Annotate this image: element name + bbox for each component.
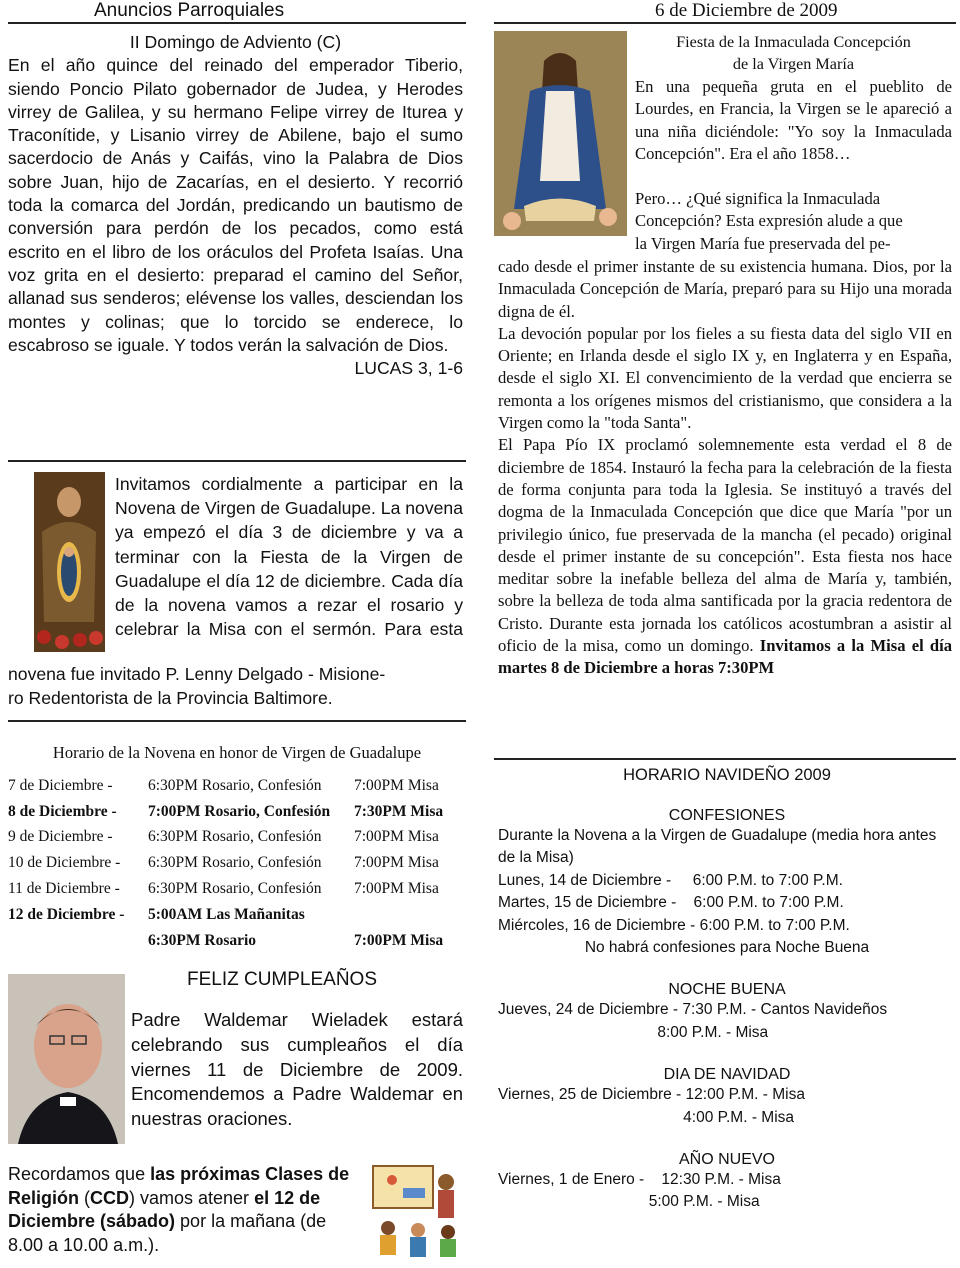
inmaculada-body-wide: [498, 256, 952, 680]
noche-buena-line-1: Jueves, 24 de Diciembre - 7:30 P.M. - Cantos Navideños: [498, 1001, 888, 1019]
novena-tail-2: ro Redentorista de la Provincia Baltimore.: [8, 688, 333, 709]
novena-text-bottom: [8, 662, 463, 710]
navideno-title: HORARIO NAVIDEÑO 2009: [623, 766, 831, 784]
schedule-title: Horario de la Novena en honor de Virgen de Guadalupe: [52, 743, 422, 762]
confesiones-title: CONFESIONES: [668, 807, 786, 824]
schedule-row: [8, 850, 466, 876]
priest-photo: [8, 974, 125, 1144]
novena-intro: Invitamos cordialmente a participar en la: [115, 474, 463, 494]
confesiones-note: No habrá confesiones para Noche Buena: [584, 939, 870, 957]
header-rule-right: [494, 22, 956, 24]
schedule-row: [8, 876, 466, 902]
divider-schedule: [8, 720, 466, 722]
novena-text-top: [115, 472, 463, 642]
schedule-row: [8, 825, 466, 851]
religion-mid-2: ) vamos atener: [129, 1187, 255, 1208]
schedule-mass: 7:00PM Misa: [354, 828, 439, 846]
schedule-activity: 6:30PM Rosario, Confesión: [148, 854, 322, 872]
birthday-title: FELIZ CUMPLEAÑOS: [186, 969, 378, 990]
inmaculada-p4-wrap: [498, 434, 952, 679]
navidad-line-1: Viernes, 25 de Diciembre - 12:00 P.M. - Misa: [498, 1086, 805, 1104]
confesiones-intro: Durante la Novena a la Virgen de Guadalupe (media hora antes de la Misa): [498, 827, 937, 867]
schedule-mass: 7:00PM Misa: [354, 880, 439, 898]
inmaculada-p2-line2: Concepción? Esta expresión alude a que: [635, 211, 903, 231]
novena-body: . La novena ya empezó el día 3 de diciembre y va a terminar con la Fiesta de la Virgen de Guadalupe el día 12 de diciembre. Cada día de la novena vamos a rezar el rosario y celebrar la Misa con el sermón. Para esta: [115, 498, 463, 640]
header-rule-left: [8, 22, 466, 24]
noche-buena-line-2: 8:00 P.M. - Misa: [498, 1023, 769, 1041]
horario-navideno: [498, 766, 956, 1214]
schedule-mass: 7:00PM Misa: [354, 931, 444, 949]
schedule-row: [8, 799, 466, 825]
advent-title: II Domingo de Adviento (C): [129, 32, 342, 52]
schedule-activity: 7:00PM Rosario, Confesión: [148, 802, 331, 820]
ano-nuevo-line-1: Viernes, 1 de Enero - 12:30 P.M. - Misa: [498, 1171, 781, 1189]
confesiones-line-2: Martes, 15 de Diciembre - 6:00 P.M. to 7:00 P.M.: [498, 894, 844, 912]
schedule-date: 9 de Diciembre -: [8, 828, 113, 846]
noche-buena-title: NOCHE BUENA: [668, 981, 786, 999]
novena-name: Novena de Virgen de Guadalupe: [115, 498, 372, 519]
virgen-guadalupe-image: [34, 472, 105, 652]
schedule-mass: 7:00PM Misa: [354, 776, 439, 794]
schedule-date: 11 de Diciembre -: [8, 880, 120, 898]
schedule-activity: 6:30PM Rosario, Confesión: [148, 828, 322, 846]
religion-pre: Recordamos que: [8, 1164, 151, 1184]
inmaculada-p2-top: [635, 188, 952, 255]
birthday-section: [131, 969, 463, 1132]
inmaculada-p2-line1: Pero… ¿Qué significa la Inmaculada: [635, 189, 881, 208]
inmaculada-title-block: [635, 31, 952, 75]
ano-nuevo-title: AÑO NUEVO: [678, 1151, 775, 1169]
inmaculada-p3: La devoción popular por los fieles a su fiesta data del siglo VII en Oriente; en Irlanda desde el siglo IX y, en Inglaterra y en España, desde el siglo XI. El convencimiento de la verdad que encierra se remonta a los orígenes mismos del cristianismo, que considera a la Virgen como la "toda Santa".: [498, 323, 952, 433]
schedule-row: [8, 773, 466, 799]
inmaculada-image: [494, 31, 627, 236]
advent-citation: LUCAS 3, 1-6: [354, 358, 463, 379]
schedule-activity: 6:30PM Rosario, Confesión: [148, 776, 322, 794]
religion-mid-1: (: [79, 1187, 90, 1208]
schedule-rows: [8, 773, 466, 954]
schedule-date: 12 de Diciembre -: [8, 905, 125, 923]
advent-section: [8, 31, 463, 380]
religion-bold-1: las próximas Clases de Religión: [8, 1164, 350, 1208]
navidad-line-2: 4:00 P.M. - Misa: [498, 1108, 795, 1126]
schedule-row: [8, 902, 466, 928]
schedule-mass: 7:30PM Misa: [354, 802, 444, 820]
religion-bold-3: el 12 de Diciembre (sábado): [8, 1187, 321, 1232]
religion-classes-text: [8, 1163, 364, 1257]
inmaculada-p1: En una pequeña gruta en el pueblito de Lourdes, en Francia, la Virgen se le apareció a una niña diciéndole: "Yo soy la Inmaculada Concepción". Era el año 1858…: [635, 77, 952, 163]
divider-novena: [8, 460, 466, 462]
schedule-date: 7 de Diciembre -: [8, 776, 113, 794]
ano-nuevo-line-2: 5:00 P.M. - Misa: [498, 1193, 760, 1211]
inmaculada-p4-bold: Invitamos a la Misa el día martes 8 de Diciembre a horas 7:30PM: [498, 636, 953, 678]
inmaculada-p2-rest: cado desde el primer instante de su existencia humana. Dios, por la Inmaculada Concepción de María, preparó para su Hijo una morada digna de él.: [498, 257, 952, 321]
confesiones-line-1: Lunes, 14 de Diciembre - 6:00 P.M. to 7:00 P.M.: [498, 871, 843, 889]
schedule-activity: 6:30PM Rosario, Confesión: [148, 880, 322, 898]
divider-navideno: [494, 758, 956, 760]
advent-body: En el año quince del reinado del emperador Tiberio, siendo Poncio Pilato gobernador de Judea, y Herodes virrey de Galilea, y su hermano Felipe virrey de Iturea y Traconítide, y Lisanio virrey de Abilene, bajo el sumo sacerdocio de Anás y Caifás, vino la Palabra de Dios sobre Juan, hijo de Zacarías, en el desierto. Y recorrió toda la comarca del Jordán, predicando un bautismo de conversión para perdón de los pecados, como está escrito en el libro de los oráculos del Profeta Isaías. Una voz grita en el desierto: preparad el camino del Señor, allanad sus senderos; elévense los valles, desciendan los montes y colinas; que lo torcido se enderece, lo escabroso se iguale. Y todos verán la salvación de Dios.: [8, 55, 463, 355]
religion-bold-2: CCD: [90, 1187, 129, 1208]
schedule-date: 8 de Diciembre -: [8, 802, 117, 820]
schedule-mass: 7:00PM Misa: [354, 854, 439, 872]
schedule-date: 10 de Diciembre -: [8, 854, 121, 872]
classroom-illustration: [368, 1158, 466, 1260]
header-date: 6 de Diciembre de 2009: [655, 0, 838, 21]
inmaculada-p2-line3: la Virgen María fue preservada del pe-: [635, 233, 891, 253]
inmaculada-p4: El Papa Pío IX proclamó solemnemente esta verdad el 8 de diciembre de 1854. Instauró la fecha para la celebración de la fiesta de forma conjunta para toda la Iglesia. Se instituyó a través del dogma de la Inmaculada Concepción que dice que María "por un privilegio único, fue preservada de la mancha (el pecado) original desde el primer instante de su concepción". Esta fiesta nos hace meditar sobre la inefable belleza del alma de María y, también, sobre la belleza de toda alma santificada por la gracia redentora de Cristo. Durante esta jornada los católicos acostumbran a asistir al oficio de la misa, como un domingo.: [498, 435, 952, 656]
novena-schedule: [8, 743, 466, 954]
inmaculada-title-2: de la Virgen María: [732, 55, 855, 73]
section-header-left: Anuncios Parroquiales: [94, 0, 285, 21]
religion-post: por la mañana (de 8.00 a 10.00 a.m.).: [8, 1211, 327, 1255]
navidad-title: DIA DE NAVIDAD: [663, 1066, 791, 1084]
novena-tail-1: novena fue invitado P. Lenny Delgado - Misione-: [8, 664, 386, 684]
schedule-activity: 5:00AM Las Mañanitas: [148, 905, 305, 923]
schedule-row: [8, 928, 466, 954]
confesiones-line-3: Miércoles, 16 de Diciembre - 6:00 P.M. to 7:00 P.M.: [498, 916, 850, 934]
birthday-body: Padre Waldemar Wieladek estará celebrando sus cumpleaños el día viernes 11 de Diciembre de 2009. Encomendemos a Padre Waldemar en nuestras oraciones.: [131, 1009, 463, 1130]
inmaculada-title-1: Fiesta de la Inmaculada Concepción: [676, 33, 911, 51]
schedule-activity: 6:30PM Rosario: [148, 931, 257, 949]
